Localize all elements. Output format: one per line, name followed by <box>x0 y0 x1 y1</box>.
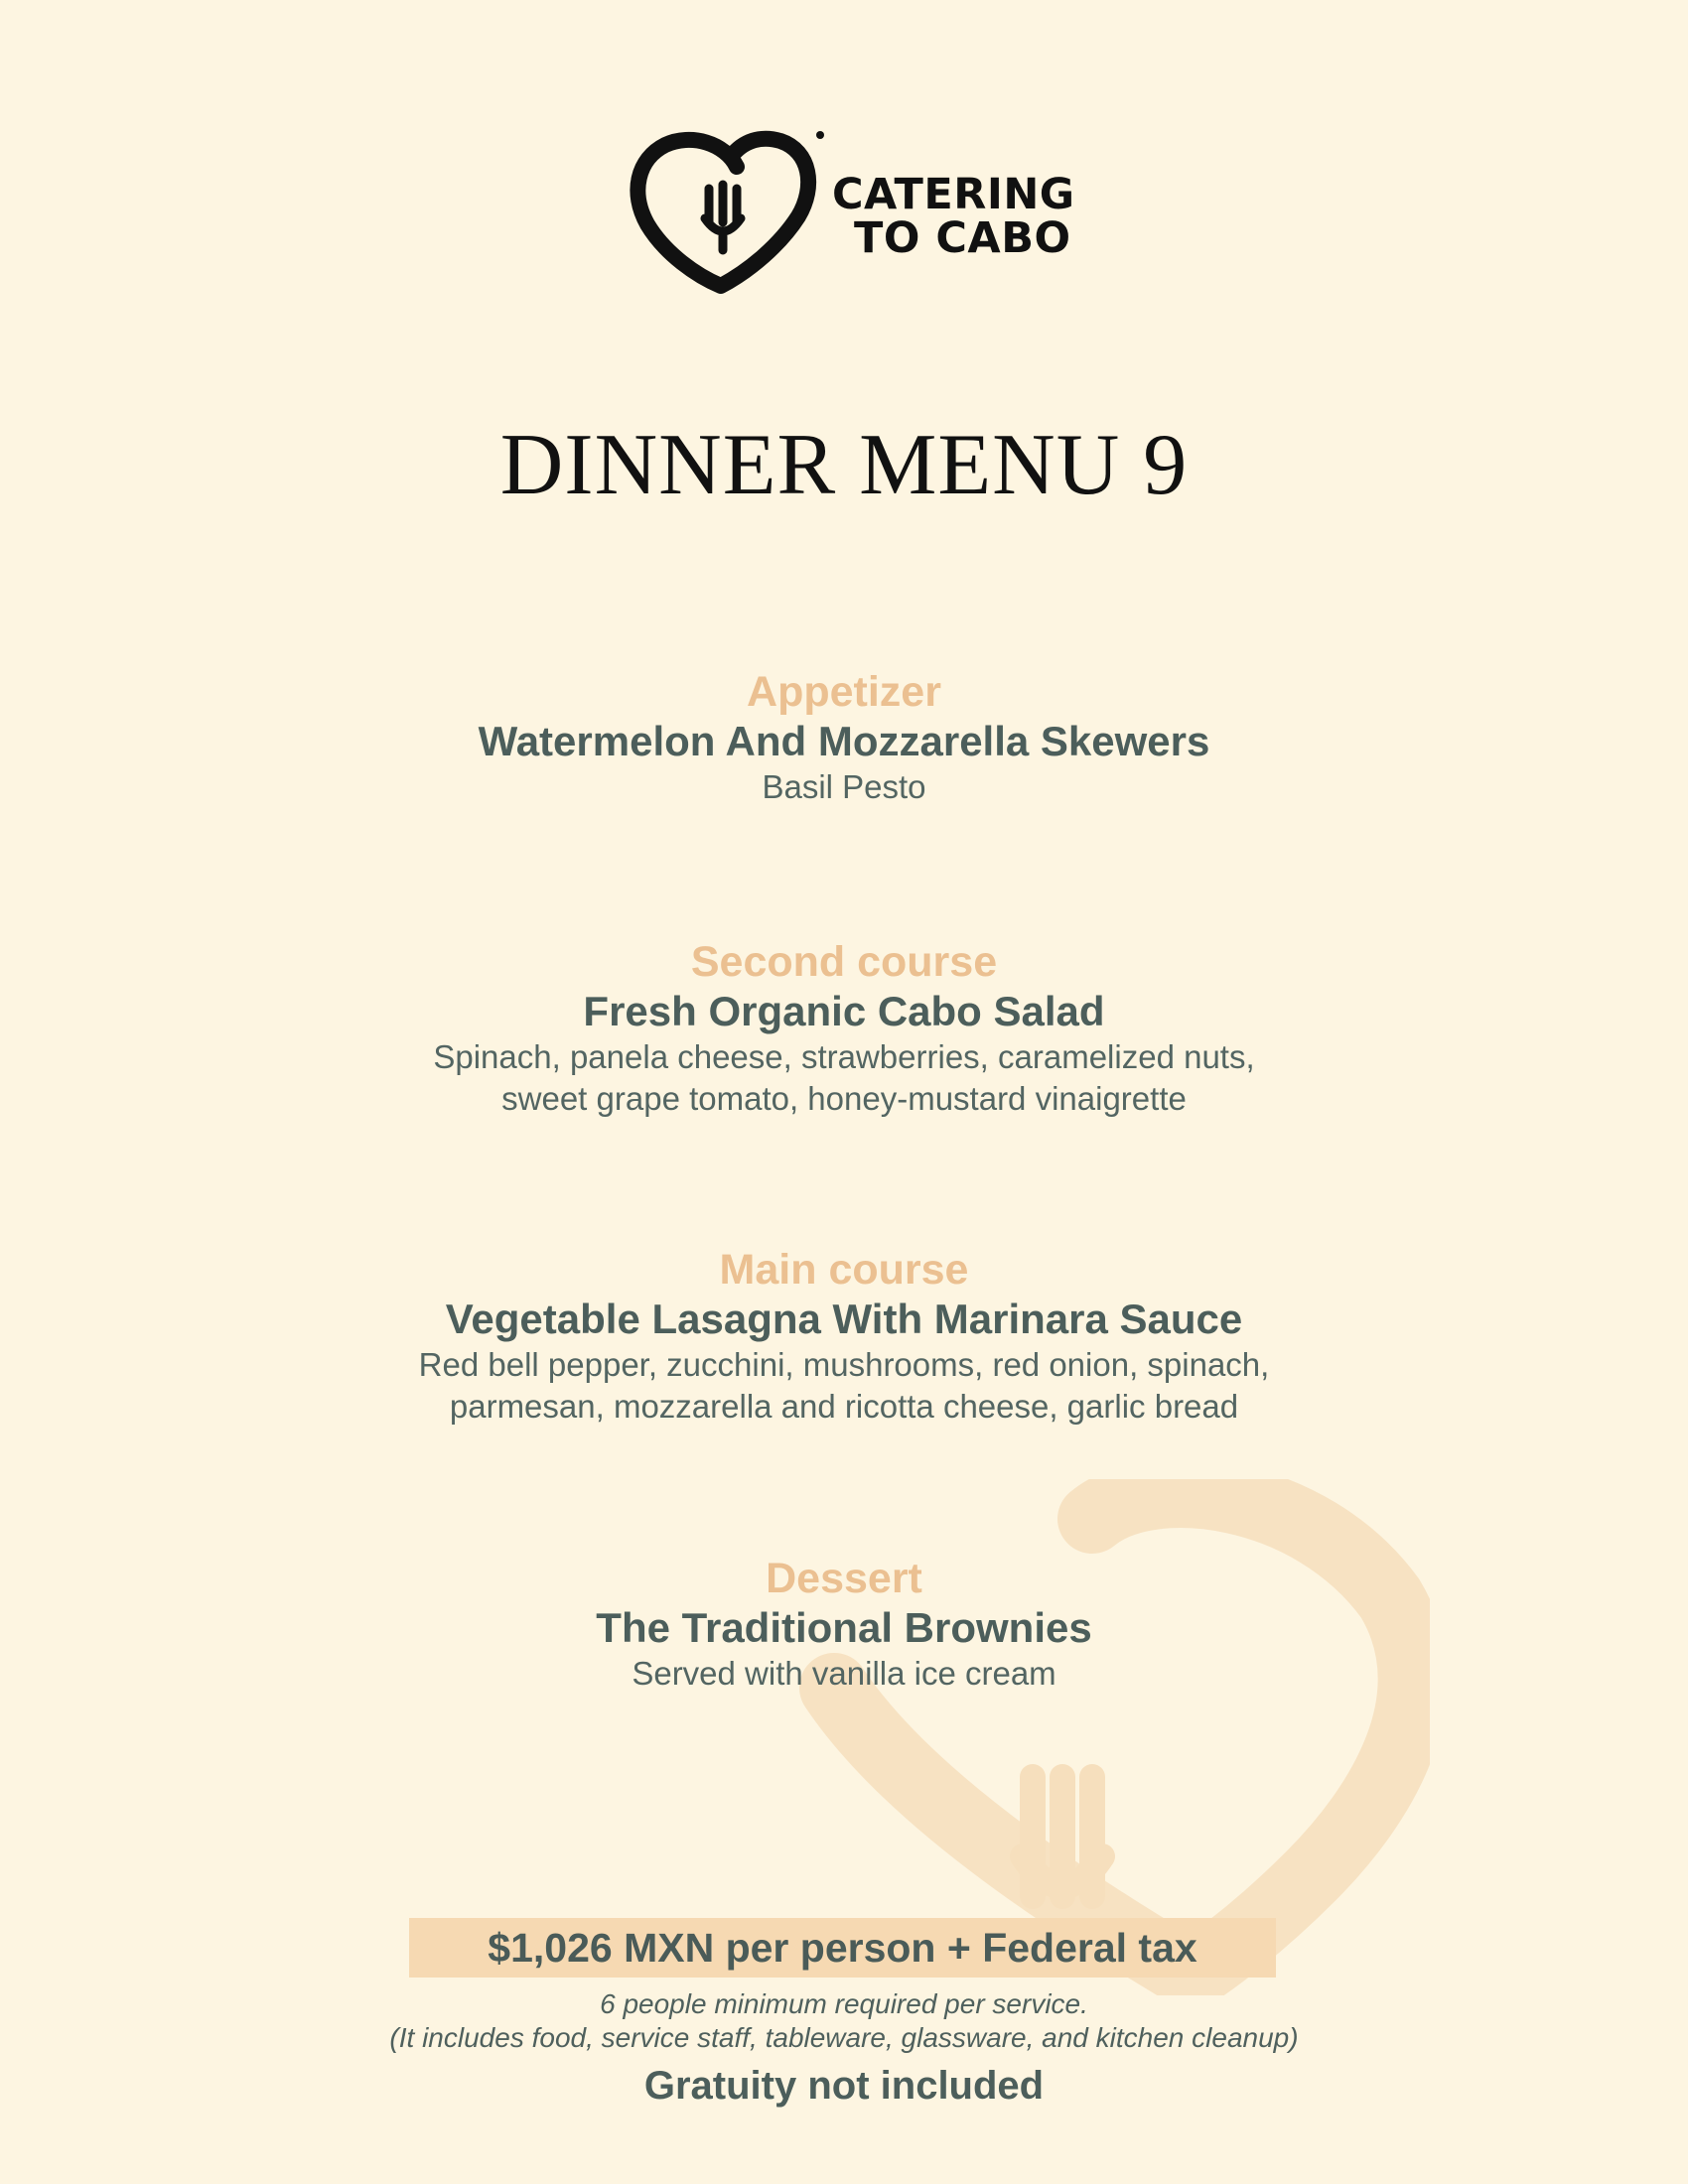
course-label: Second course <box>690 938 998 986</box>
course-main <box>0 1245 1688 1428</box>
course-dessert <box>0 1554 1688 1695</box>
brand-name <box>832 170 1075 263</box>
dish-name: The Traditional Brownies <box>596 1604 1092 1651</box>
course-label: Main course <box>719 1246 969 1294</box>
price-banner <box>409 1918 1276 1978</box>
dish-description: Spinach, panela cheese, strawberries, caramelized nuts, sweet grape tomato, honey-mustard vinaigrette <box>433 1038 1255 1117</box>
course-appetizer <box>0 667 1688 808</box>
price-text: $1,026 MXN per person + Federal tax <box>488 1924 1197 1971</box>
brand-name-line1: CATERING <box>832 170 1075 219</box>
course-label: Appetizer <box>747 668 941 716</box>
dish-description: Red bell pepper, zucchini, mushrooms, red onion, spinach, parmesan, mozzarella and ricotta cheese, garlic bread <box>418 1346 1270 1425</box>
page-title: DINNER MENU 9 <box>499 417 1189 513</box>
dish-name: Watermelon And Mozzarella Skewers <box>478 718 1210 764</box>
dish-description: Served with vanilla ice cream <box>632 1655 1056 1692</box>
brand-logo <box>626 127 1075 296</box>
minimum-note: 6 people minimum required per service. <box>600 1988 1088 2019</box>
gratuity-note: Gratuity not included <box>643 2064 1045 2108</box>
includes-note: (It includes food, service staff, tableware, glassware, and kitchen cleanup) <box>389 2022 1299 2053</box>
dish-description: Basil Pesto <box>762 768 926 805</box>
course-label: Dessert <box>766 1555 922 1602</box>
course-second <box>0 937 1688 1120</box>
dish-name: Fresh Organic Cabo Salad <box>583 988 1105 1034</box>
brand-name-line2: TO CABO <box>854 213 1071 263</box>
dish-name: Vegetable Lasagna With Marinara Sauce <box>445 1296 1243 1342</box>
heart-fork-logo-icon <box>626 127 824 296</box>
